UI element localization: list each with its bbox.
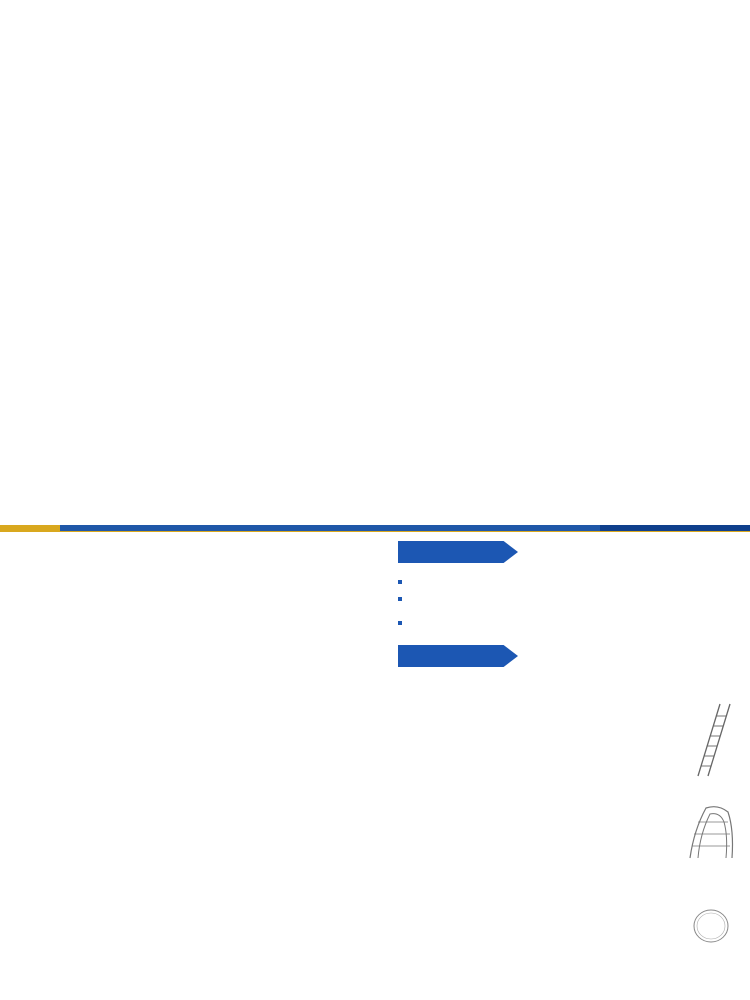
guardrail-accessory xyxy=(690,906,732,946)
climb-rod-accessory xyxy=(684,800,740,862)
section-divider-line xyxy=(0,531,750,532)
intro-heading xyxy=(398,541,518,563)
spec-heading xyxy=(398,645,518,667)
ladder-accessory xyxy=(690,700,740,780)
